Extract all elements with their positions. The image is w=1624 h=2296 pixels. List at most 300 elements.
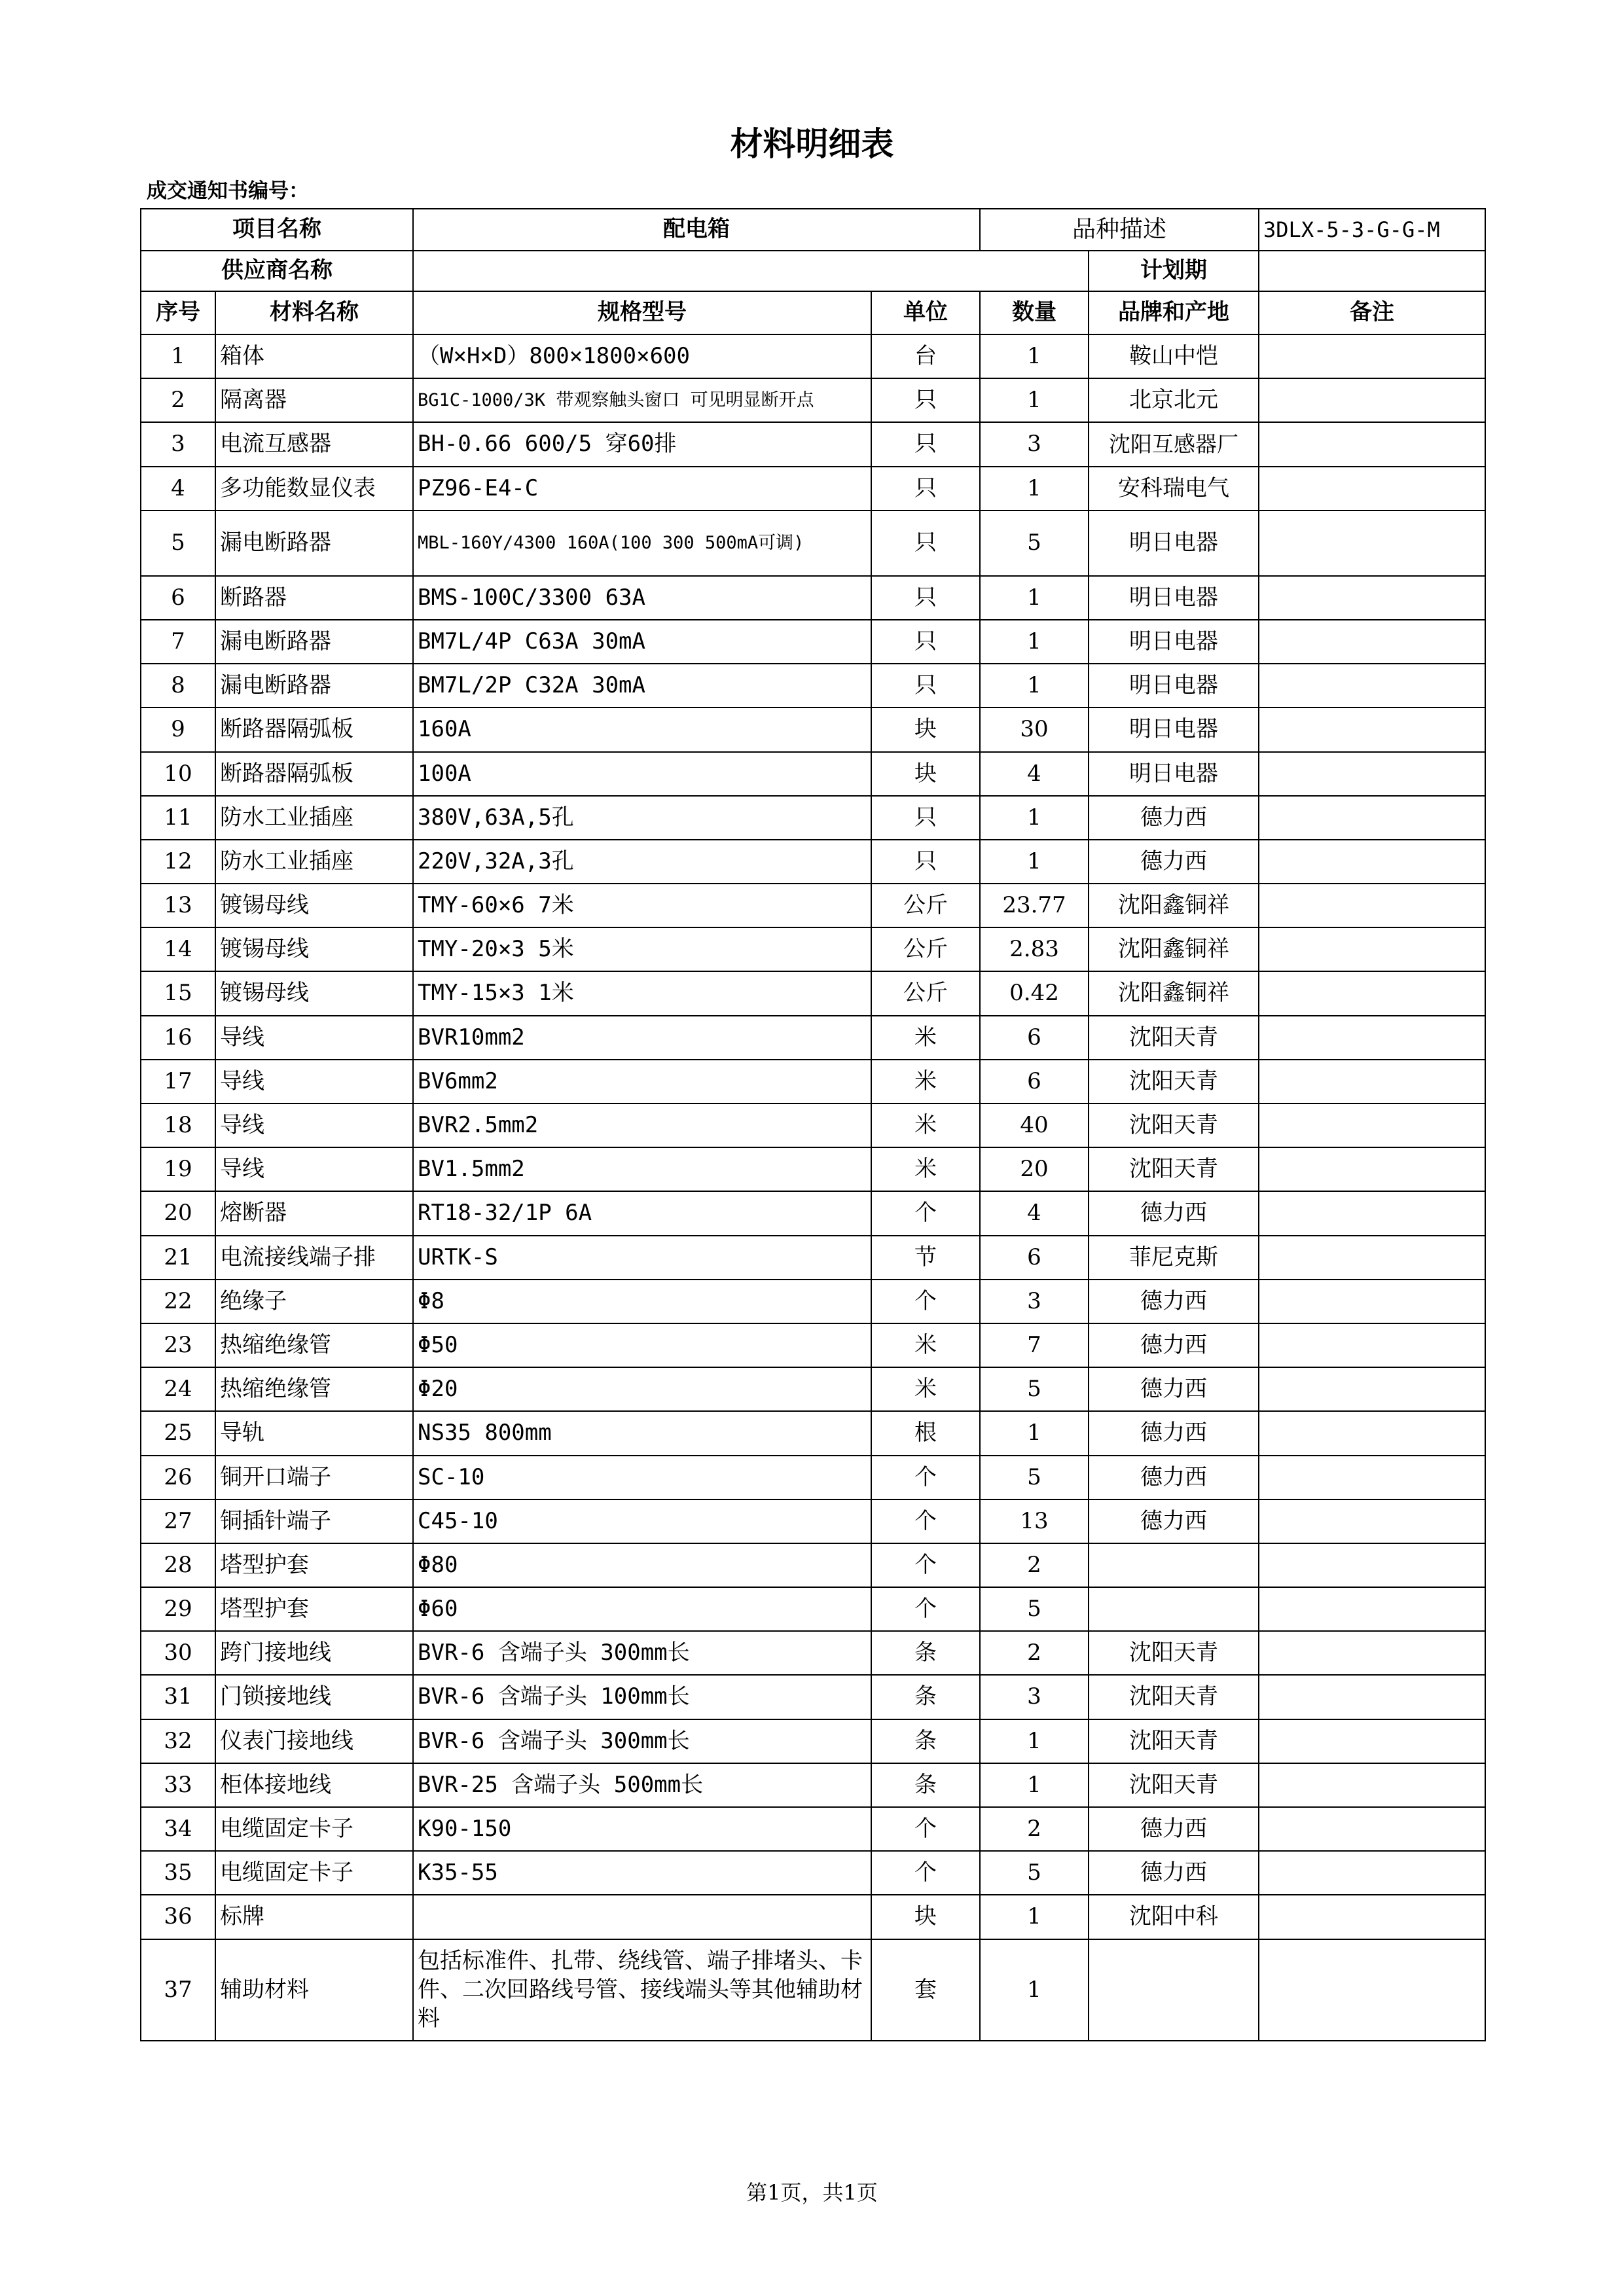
remark (1259, 620, 1485, 664)
brand-origin: 德力西 (1089, 1191, 1259, 1235)
remark (1259, 1103, 1485, 1147)
quantity: 5 (980, 1456, 1089, 1499)
brand-origin: 沈阳鑫铜祥 (1089, 884, 1259, 927)
material-name: 电缆固定卡子 (215, 1851, 413, 1895)
spec-model: （W×H×D）800×1800×600 (413, 334, 871, 378)
col-header-no: 序号 (141, 291, 215, 334)
col-header-qty: 数量 (980, 291, 1089, 334)
brand-origin: 沈阳天青 (1089, 1719, 1259, 1763)
remark (1259, 1147, 1485, 1191)
spec-model: MBL-160Y/4300 160A(100 300 500mA可调) (413, 511, 871, 576)
spec-model: BM7L/2P C32A 30mA (413, 664, 871, 708)
remark (1259, 1191, 1485, 1235)
quantity: 3 (980, 1675, 1089, 1719)
unit: 公斤 (871, 884, 980, 927)
table-row (141, 1675, 1485, 1719)
row-number: 15 (141, 971, 215, 1015)
remark (1259, 884, 1485, 927)
material-name: 漏电断路器 (215, 620, 413, 664)
row-number: 30 (141, 1631, 215, 1675)
quantity: 13 (980, 1499, 1089, 1543)
remark (1259, 511, 1485, 576)
material-name: 导线 (215, 1103, 413, 1147)
variety-label: 品种描述 (980, 209, 1259, 251)
quantity: 1 (980, 1895, 1089, 1939)
spec-model: Φ60 (413, 1587, 871, 1631)
brand-origin: 德力西 (1089, 1499, 1259, 1543)
remark (1259, 1411, 1485, 1455)
material-name: 断路器 (215, 576, 413, 620)
spec-model: BVR10mm2 (413, 1016, 871, 1060)
spec-model: 160A (413, 708, 871, 751)
unit: 只 (871, 467, 980, 511)
spec-model: 220V,32A,3孔 (413, 840, 871, 884)
unit: 只 (871, 840, 980, 884)
brand-origin: 沈阳中科 (1089, 1895, 1259, 1939)
remark (1259, 422, 1485, 466)
row-number: 18 (141, 1103, 215, 1147)
material-name: 镀锡母线 (215, 971, 413, 1015)
unit: 只 (871, 796, 980, 840)
row-number: 2 (141, 378, 215, 422)
brand-origin: 德力西 (1089, 1411, 1259, 1455)
remark (1259, 1236, 1485, 1280)
unit: 公斤 (871, 971, 980, 1015)
spec-model (413, 1895, 871, 1939)
material-name: 多功能数显仪表 (215, 467, 413, 511)
row-number: 28 (141, 1543, 215, 1587)
quantity: 6 (980, 1236, 1089, 1280)
spec-model: BG1C-1000/3K 带观察触头窗口 可见明显断开点 (413, 378, 871, 422)
remark (1259, 1456, 1485, 1499)
row-number: 36 (141, 1895, 215, 1939)
row-number: 19 (141, 1147, 215, 1191)
material-name: 塔型护套 (215, 1543, 413, 1587)
table-row (141, 576, 1485, 620)
material-name: 漏电断路器 (215, 511, 413, 576)
material-name: 导线 (215, 1016, 413, 1060)
spec-model: 包括标准件、扎带、绕线管、端子排堵头、卡件、二次回路线号管、接线端头等其他辅助材料 (413, 1939, 871, 2041)
table-row (141, 1851, 1485, 1895)
brand-origin: 明日电器 (1089, 752, 1259, 796)
plan-label: 计划期 (1089, 251, 1259, 291)
table-row (141, 511, 1485, 576)
spec-model: SC-10 (413, 1456, 871, 1499)
material-name: 标牌 (215, 1895, 413, 1939)
table-row (141, 1280, 1485, 1323)
unit: 块 (871, 1895, 980, 1939)
quantity: 1 (980, 1411, 1089, 1455)
table-row (141, 1631, 1485, 1675)
brand-origin: 德力西 (1089, 1323, 1259, 1367)
remark (1259, 1016, 1485, 1060)
brand-origin: 德力西 (1089, 796, 1259, 840)
spec-model: Φ80 (413, 1543, 871, 1587)
brand-origin: 明日电器 (1089, 708, 1259, 751)
row-number: 32 (141, 1719, 215, 1763)
notice-number-label: 成交通知书编号： (147, 179, 309, 203)
quantity: 2.83 (980, 927, 1089, 971)
row-number: 35 (141, 1851, 215, 1895)
material-name: 电流接线端子排 (215, 1236, 413, 1280)
table-row (141, 796, 1485, 840)
brand-origin: 沈阳鑫铜祥 (1089, 927, 1259, 971)
unit: 个 (871, 1499, 980, 1543)
remark (1259, 1675, 1485, 1719)
brand-origin: 安科瑞电气 (1089, 467, 1259, 511)
spec-model: URTK-S (413, 1236, 871, 1280)
row-number: 26 (141, 1456, 215, 1499)
material-name: 隔离器 (215, 378, 413, 422)
project-label: 项目名称 (141, 209, 413, 251)
col-header-name: 材料名称 (215, 291, 413, 334)
row-number: 11 (141, 796, 215, 840)
row-number: 20 (141, 1191, 215, 1235)
remark (1259, 576, 1485, 620)
table-row (141, 1103, 1485, 1147)
row-number: 10 (141, 752, 215, 796)
supplier-value (413, 251, 1089, 291)
spec-model: C45-10 (413, 1499, 871, 1543)
unit: 只 (871, 422, 980, 466)
row-number: 29 (141, 1587, 215, 1631)
supplier-label: 供应商名称 (141, 251, 413, 291)
material-name: 电缆固定卡子 (215, 1807, 413, 1851)
material-name: 断路器隔弧板 (215, 752, 413, 796)
materials-table (140, 208, 1486, 2041)
spec-model: BVR-6 含端子头 300mm长 (413, 1719, 871, 1763)
remark (1259, 1367, 1485, 1411)
quantity: 4 (980, 752, 1089, 796)
quantity: 1 (980, 664, 1089, 708)
remark (1259, 1851, 1485, 1895)
brand-origin: 沈阳互感器厂 (1089, 422, 1259, 466)
quantity: 1 (980, 576, 1089, 620)
quantity: 3 (980, 1280, 1089, 1323)
brand-origin (1089, 1543, 1259, 1587)
column-header-row (141, 291, 1485, 334)
table-row (141, 1543, 1485, 1587)
unit: 个 (871, 1851, 980, 1895)
variety-value: 3DLX-5-3-G-G-M (1259, 209, 1485, 251)
brand-origin: 德力西 (1089, 1807, 1259, 1851)
remark (1259, 708, 1485, 751)
remark (1259, 1895, 1485, 1939)
project-row (141, 209, 1485, 251)
remark (1259, 1587, 1485, 1631)
unit: 公斤 (871, 927, 980, 971)
remark (1259, 1631, 1485, 1675)
remark (1259, 1499, 1485, 1543)
unit: 个 (871, 1807, 980, 1851)
spec-model: BM7L/4P C63A 30mA (413, 620, 871, 664)
unit: 条 (871, 1763, 980, 1807)
brand-origin (1089, 1587, 1259, 1631)
table-row (141, 334, 1485, 378)
material-name: 塔型护套 (215, 1587, 413, 1631)
spec-model: 100A (413, 752, 871, 796)
material-name: 导线 (215, 1147, 413, 1191)
row-number: 12 (141, 840, 215, 884)
material-name: 柜体接地线 (215, 1763, 413, 1807)
brand-origin: 北京北元 (1089, 378, 1259, 422)
material-name: 辅助材料 (215, 1939, 413, 2041)
remark (1259, 752, 1485, 796)
col-header-brand: 品牌和产地 (1089, 291, 1259, 334)
table-row (141, 752, 1485, 796)
quantity: 20 (980, 1147, 1089, 1191)
table-row (141, 1060, 1485, 1103)
row-number: 17 (141, 1060, 215, 1103)
row-number: 37 (141, 1939, 215, 2041)
brand-origin: 菲尼克斯 (1089, 1236, 1259, 1280)
brand-origin: 沈阳天青 (1089, 1060, 1259, 1103)
row-number: 31 (141, 1675, 215, 1719)
spec-model: 380V,63A,5孔 (413, 796, 871, 840)
quantity: 0.42 (980, 971, 1089, 1015)
spec-model: TMY-60×6 7米 (413, 884, 871, 927)
remark (1259, 840, 1485, 884)
unit: 根 (871, 1411, 980, 1455)
unit: 个 (871, 1587, 980, 1631)
table-row (141, 1895, 1485, 1939)
material-name: 镀锡母线 (215, 927, 413, 971)
spec-model: K90-150 (413, 1807, 871, 1851)
unit: 米 (871, 1103, 980, 1147)
remark (1259, 971, 1485, 1015)
brand-origin: 明日电器 (1089, 664, 1259, 708)
table-row (141, 927, 1485, 971)
unit: 条 (871, 1675, 980, 1719)
spec-model: BVR-6 含端子头 100mm长 (413, 1675, 871, 1719)
unit: 套 (871, 1939, 980, 2041)
quantity: 5 (980, 1587, 1089, 1631)
brand-origin: 德力西 (1089, 1367, 1259, 1411)
quantity: 5 (980, 1851, 1089, 1895)
quantity: 6 (980, 1060, 1089, 1103)
page-title: 材料明细表 (730, 125, 894, 163)
spec-model: RT18-32/1P 6A (413, 1191, 871, 1235)
spec-model: PZ96-E4-C (413, 467, 871, 511)
project-value: 配电箱 (413, 209, 980, 251)
table-row (141, 1191, 1485, 1235)
remark (1259, 1763, 1485, 1807)
quantity: 2 (980, 1807, 1089, 1851)
brand-origin (1089, 1939, 1259, 2041)
quantity: 1 (980, 334, 1089, 378)
row-number: 24 (141, 1367, 215, 1411)
brand-origin: 沈阳天青 (1089, 1631, 1259, 1675)
row-number: 9 (141, 708, 215, 751)
row-number: 33 (141, 1763, 215, 1807)
table-row (141, 620, 1485, 664)
unit: 个 (871, 1191, 980, 1235)
quantity: 1 (980, 620, 1089, 664)
material-name: 防水工业插座 (215, 840, 413, 884)
brand-origin: 明日电器 (1089, 620, 1259, 664)
row-number: 4 (141, 467, 215, 511)
spec-model: BV6mm2 (413, 1060, 871, 1103)
unit: 个 (871, 1543, 980, 1587)
unit: 米 (871, 1367, 980, 1411)
material-name: 熔断器 (215, 1191, 413, 1235)
table-row (141, 1807, 1485, 1851)
row-number: 23 (141, 1323, 215, 1367)
table-row (141, 1367, 1485, 1411)
quantity: 7 (980, 1323, 1089, 1367)
remark (1259, 1719, 1485, 1763)
material-name: 门锁接地线 (215, 1675, 413, 1719)
material-name: 绝缘子 (215, 1280, 413, 1323)
table-row (141, 467, 1485, 511)
unit: 条 (871, 1631, 980, 1675)
quantity: 1 (980, 378, 1089, 422)
material-name: 铜开口端子 (215, 1456, 413, 1499)
table-row (141, 1147, 1485, 1191)
row-number: 34 (141, 1807, 215, 1851)
table-row (141, 1236, 1485, 1280)
unit: 个 (871, 1280, 980, 1323)
brand-origin: 德力西 (1089, 1851, 1259, 1895)
material-name: 电流互感器 (215, 422, 413, 466)
row-number: 7 (141, 620, 215, 664)
quantity: 30 (980, 708, 1089, 751)
unit: 米 (871, 1323, 980, 1367)
table-row (141, 708, 1485, 751)
material-name: 跨门接地线 (215, 1631, 413, 1675)
quantity: 1 (980, 796, 1089, 840)
unit: 只 (871, 511, 980, 576)
table-row (141, 1719, 1485, 1763)
spec-model: BV1.5mm2 (413, 1147, 871, 1191)
spec-model: K35-55 (413, 1851, 871, 1895)
table-row (141, 664, 1485, 708)
row-number: 25 (141, 1411, 215, 1455)
material-name: 仪表门接地线 (215, 1719, 413, 1763)
row-number: 16 (141, 1016, 215, 1060)
page-footer: 第1页，共1页 (746, 2180, 878, 2205)
unit: 节 (871, 1236, 980, 1280)
brand-origin: 明日电器 (1089, 576, 1259, 620)
spec-model: BMS-100C/3300 63A (413, 576, 871, 620)
spec-model: BVR-6 含端子头 300mm长 (413, 1631, 871, 1675)
table-row (141, 971, 1485, 1015)
material-name: 铜插针端子 (215, 1499, 413, 1543)
quantity: 1 (980, 1939, 1089, 2041)
brand-origin: 德力西 (1089, 1280, 1259, 1323)
material-name: 导轨 (215, 1411, 413, 1455)
brand-origin: 鞍山中恺 (1089, 334, 1259, 378)
quantity: 4 (980, 1191, 1089, 1235)
table-row (141, 884, 1485, 927)
remark (1259, 378, 1485, 422)
row-number: 3 (141, 422, 215, 466)
material-name: 热缩绝缘管 (215, 1323, 413, 1367)
remark (1259, 927, 1485, 971)
table-row (141, 1456, 1485, 1499)
quantity: 1 (980, 1719, 1089, 1763)
table-row (141, 1499, 1485, 1543)
material-name: 热缩绝缘管 (215, 1367, 413, 1411)
row-number: 1 (141, 334, 215, 378)
quantity: 2 (980, 1543, 1089, 1587)
unit: 台 (871, 334, 980, 378)
material-name: 导线 (215, 1060, 413, 1103)
spec-model: Φ20 (413, 1367, 871, 1411)
remark (1259, 1280, 1485, 1323)
table-row (141, 378, 1485, 422)
quantity: 1 (980, 467, 1089, 511)
col-header-spec: 规格型号 (413, 291, 871, 334)
material-name: 防水工业插座 (215, 796, 413, 840)
unit: 米 (871, 1147, 980, 1191)
row-number: 22 (141, 1280, 215, 1323)
row-number: 27 (141, 1499, 215, 1543)
quantity: 1 (980, 840, 1089, 884)
quantity: 3 (980, 422, 1089, 466)
unit: 只 (871, 620, 980, 664)
remark (1259, 1060, 1485, 1103)
remark (1259, 1807, 1485, 1851)
spec-model: Φ50 (413, 1323, 871, 1367)
remark (1259, 664, 1485, 708)
row-number: 8 (141, 664, 215, 708)
table-row (141, 1763, 1485, 1807)
brand-origin: 沈阳天青 (1089, 1147, 1259, 1191)
unit: 块 (871, 708, 980, 751)
material-name: 漏电断路器 (215, 664, 413, 708)
row-number: 21 (141, 1236, 215, 1280)
table-row (141, 422, 1485, 466)
brand-origin: 沈阳天青 (1089, 1675, 1259, 1719)
row-number: 14 (141, 927, 215, 971)
col-header-unit: 单位 (871, 291, 980, 334)
spec-model: Φ8 (413, 1280, 871, 1323)
table-row (141, 840, 1485, 884)
table-row (141, 1323, 1485, 1367)
plan-value (1259, 251, 1485, 291)
unit: 米 (871, 1016, 980, 1060)
brand-origin: 德力西 (1089, 1456, 1259, 1499)
spec-model: TMY-20×3 5米 (413, 927, 871, 971)
spec-model: TMY-15×3 1米 (413, 971, 871, 1015)
spec-model: BVR-25 含端子头 500mm长 (413, 1763, 871, 1807)
quantity: 1 (980, 1763, 1089, 1807)
quantity: 5 (980, 1367, 1089, 1411)
col-header-note: 备注 (1259, 291, 1485, 334)
quantity: 23.77 (980, 884, 1089, 927)
spec-model: BH-0.66 600/5 穿60排 (413, 422, 871, 466)
unit: 只 (871, 664, 980, 708)
table-row (141, 1411, 1485, 1455)
spec-model: NS35 800mm (413, 1411, 871, 1455)
supplier-row (141, 251, 1485, 291)
material-name: 镀锡母线 (215, 884, 413, 927)
row-number: 5 (141, 511, 215, 576)
brand-origin: 德力西 (1089, 840, 1259, 884)
unit: 只 (871, 378, 980, 422)
remark (1259, 1939, 1485, 2041)
unit: 个 (871, 1456, 980, 1499)
material-name: 箱体 (215, 334, 413, 378)
brand-origin: 沈阳鑫铜祥 (1089, 971, 1259, 1015)
quantity: 6 (980, 1016, 1089, 1060)
brand-origin: 沈阳天青 (1089, 1763, 1259, 1807)
brand-origin: 沈阳天青 (1089, 1016, 1259, 1060)
material-name: 断路器隔弧板 (215, 708, 413, 751)
row-number: 6 (141, 576, 215, 620)
quantity: 2 (980, 1631, 1089, 1675)
